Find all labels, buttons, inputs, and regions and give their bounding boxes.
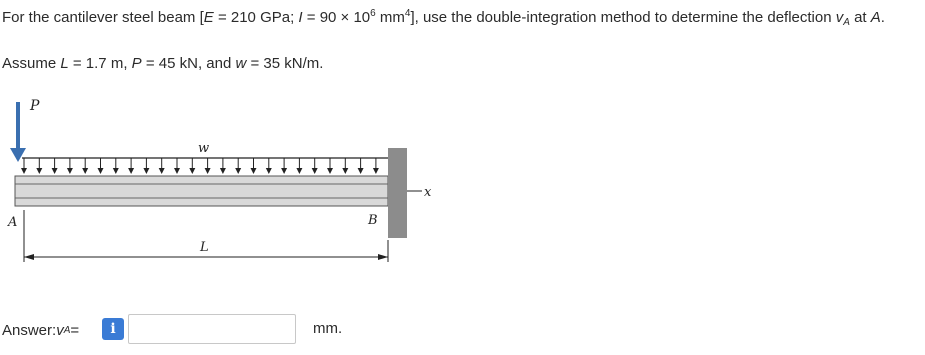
load-arrow-head xyxy=(143,168,149,174)
load-arrow-head xyxy=(266,168,272,174)
problem-statement xyxy=(2,8,885,28)
load-arrow-head xyxy=(159,168,165,174)
load-arrow-head xyxy=(36,168,42,174)
answer-symbol-v: v xyxy=(56,321,64,339)
problem-text-tail: at xyxy=(849,9,871,26)
answer-prefix: Answer: xyxy=(2,321,57,339)
problem-text-intro: For the cantilever steel beam [ xyxy=(2,9,204,26)
symbol-I: I xyxy=(298,9,303,26)
label-P: P xyxy=(30,98,40,114)
info-icon[interactable]: i xyxy=(102,318,124,340)
load-arrow-head xyxy=(52,168,58,174)
symbol-v: v xyxy=(835,9,844,26)
point-load-arrow xyxy=(10,102,26,162)
value-I: = 90 × 10 xyxy=(302,9,371,26)
label-B: B xyxy=(368,213,378,228)
fixed-support-wall xyxy=(388,148,407,238)
point-A: A xyxy=(870,9,881,26)
answer-input[interactable] xyxy=(128,314,296,344)
load-arrow-head xyxy=(296,168,302,174)
problem-text-mid: ], use the double-integration method to determine the deflection xyxy=(410,9,836,26)
symbol-P: P xyxy=(131,55,142,72)
load-arrow-head xyxy=(220,168,226,174)
load-arrow-head xyxy=(251,168,257,174)
load-arrow-head xyxy=(82,168,88,174)
load-arrow-head xyxy=(342,168,348,174)
load-arrow-head xyxy=(358,168,364,174)
distributed-load-arrows xyxy=(21,158,379,174)
assumption-statement xyxy=(2,55,323,72)
load-arrow-head xyxy=(128,168,134,174)
label-x: x xyxy=(424,185,432,200)
value-L: = 1.7 m, xyxy=(68,55,132,72)
cantilever-beam-figure xyxy=(0,90,440,270)
unit-exponent-I: 4 xyxy=(404,8,411,19)
subscript-A: A xyxy=(843,17,850,28)
load-arrow-head xyxy=(98,168,104,174)
label-L: L xyxy=(200,240,209,255)
assume-prefix: Assume xyxy=(2,55,61,72)
exponent-I: 6 xyxy=(370,8,376,19)
load-arrow-head xyxy=(174,168,180,174)
answer-label xyxy=(2,314,79,346)
symbol-E: E xyxy=(203,9,214,26)
load-arrow-head xyxy=(235,168,241,174)
answer-unit: mm. xyxy=(313,320,343,337)
load-arrow-head xyxy=(373,168,379,174)
value-w: = 35 kN/m. xyxy=(246,55,324,72)
label-w: w xyxy=(198,141,210,156)
problem-text-end: . xyxy=(880,9,885,26)
symbol-L: L xyxy=(60,55,69,72)
load-arrow-head xyxy=(281,168,287,174)
load-arrow-head xyxy=(67,168,73,174)
symbol-w: w xyxy=(235,55,247,72)
value-E: = 210 GPa; xyxy=(213,9,299,26)
beam xyxy=(15,176,388,206)
unit-I: mm xyxy=(375,9,405,26)
label-A: A xyxy=(8,215,18,230)
load-arrow-head xyxy=(189,168,195,174)
load-arrow-head xyxy=(327,168,333,174)
load-arrow-head xyxy=(205,168,211,174)
load-arrow-head xyxy=(113,168,119,174)
load-arrow-head xyxy=(21,168,27,174)
load-arrow-head xyxy=(312,168,318,174)
answer-equals: = xyxy=(70,321,80,339)
value-P: = 45 kN, and xyxy=(141,55,236,72)
answer-subscript-A: A xyxy=(63,324,71,336)
